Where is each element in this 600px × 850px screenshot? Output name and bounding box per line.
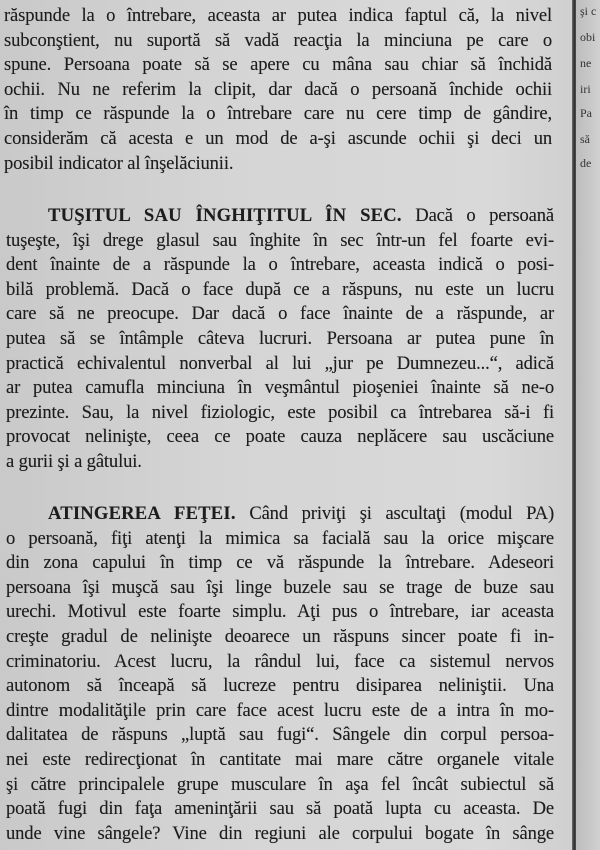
- text-line: o persoană, fiţi atenţi la mimica sa facială sau la orice mişcare: [6, 527, 554, 549]
- text-line: unde vine sângele? Vine din regiuni ale corpului bogate în sânge: [6, 822, 554, 844]
- paragraph-continuation: [4, 4, 552, 176]
- text-line: bilă problemă. Dacă o face după ce a răspuns, nu este un lucru: [6, 278, 554, 300]
- text-line: răspunde la o întrebare, aceasta ar putea indica faptul că, la nivel: [4, 5, 552, 26]
- text-line: provocat nelinişte, ceea ce poate cauza neplăcere sau uscăciune: [6, 426, 554, 448]
- text-line: dintre modalităţile prin care face acest lucru este de a intra în mo-: [6, 699, 554, 721]
- text-line: criminatoriu. Acest lucru, la rândul lui, face ca sistemul nervos: [6, 650, 554, 672]
- text-line: a gurii şi a gâtului.: [6, 450, 142, 472]
- text-line: nei este redirecţionat în cantitate mai mare către organele vitale: [6, 748, 554, 770]
- text-line: poată fugi din faţa ameninţării sau să poată lupta cu aceasta. De: [6, 798, 554, 820]
- text-line: ochii. Nu ne referim la clipit, dar dacă o persoană închide ochii: [4, 78, 552, 100]
- section-first-line: [6, 502, 554, 527]
- text-line: considerăm că acesta e un mod de a-şi ascunde ochii şi deci un: [4, 127, 552, 149]
- text-line: tuşeşte, îşi drege glasul sau înghite în sec într-un fel foarte evi-: [6, 229, 554, 251]
- text-line: creşte gradul de nelinişte deoarece un răspuns sincer poate fi in-: [6, 625, 554, 647]
- text-line: putea să se întâmple câteva lucruri. Persoana ar putea pune în: [6, 327, 554, 349]
- adjacent-page-edge: [576, 0, 600, 850]
- text-line: spune. Persoana poate să se apere cu mâna sau chiar să închidă: [4, 54, 552, 76]
- text-line: ar putea camufla minciuna în veşmântul pioşeniei înainte să ne-o: [6, 377, 554, 399]
- section-face-touching: [6, 502, 554, 846]
- section-heading: ATINGEREA FEŢEI.: [48, 503, 236, 524]
- text-line: persoana îşi muşcă sau îşi linge buzele sau se trage de buze sau: [6, 576, 554, 598]
- text-line: practică echivalentul nonverbal al lui „jur pe Dumnezeu...“, adică: [6, 352, 554, 374]
- section-first-line-text: Dacă o persoană: [401, 205, 554, 226]
- margin-fragment: ne: [580, 56, 592, 70]
- margin-fragment: iri: [580, 82, 591, 96]
- text-line: care să ne preocupe. Dar dacă o face înainte de a răspunde, ar: [6, 303, 554, 325]
- text-line: din zona capului în timp ce vă răspunde la întrebare. Adeseori: [6, 552, 554, 574]
- margin-fragment: obi: [580, 30, 596, 44]
- text-line: urechi. Motivul este foarte simplu. Aţi pus o întrebare, iar aceasta: [6, 601, 554, 623]
- text-line: autonom să înceapă să lucreze pentru disiparea neliniştii. Una: [6, 675, 554, 697]
- section-heading: TUŞITUL SAU ÎNGHIŢITUL ÎN SEC.: [48, 205, 402, 226]
- text-line: posibil indicator al înşelăciunii.: [4, 152, 234, 174]
- margin-fragment: Pa: [580, 106, 592, 120]
- text-line: dent înainte de a răspunde la o întrebare, aceasta indică o posi-: [6, 254, 554, 276]
- section-first-line: [6, 204, 554, 229]
- text-line: subconştient, nu suportă să vadă reacţia la minciuna pe care o: [4, 29, 552, 51]
- margin-fragment: de: [580, 156, 592, 170]
- margin-fragment: să: [580, 132, 590, 146]
- text-line: prezinte. Sau, la nivel fiziologic, este posibil ca întrebarea să-i fi: [6, 401, 554, 423]
- text-line: în timp ce răspunde la o întrebare care nu cere timp de gândire,: [4, 103, 552, 125]
- section-coughing: [6, 204, 554, 475]
- text-line: dalitatea de răspuns „luptă sau fugi“. Sângele din corpul persoa-: [6, 724, 554, 746]
- section-first-line-text: Când priviţi şi ascultaţi (modul PA): [235, 503, 554, 524]
- text-line: şi către principalele grupe musculare în aşa fel încât subiectul să: [6, 773, 554, 795]
- margin-fragment: şi c: [580, 4, 597, 18]
